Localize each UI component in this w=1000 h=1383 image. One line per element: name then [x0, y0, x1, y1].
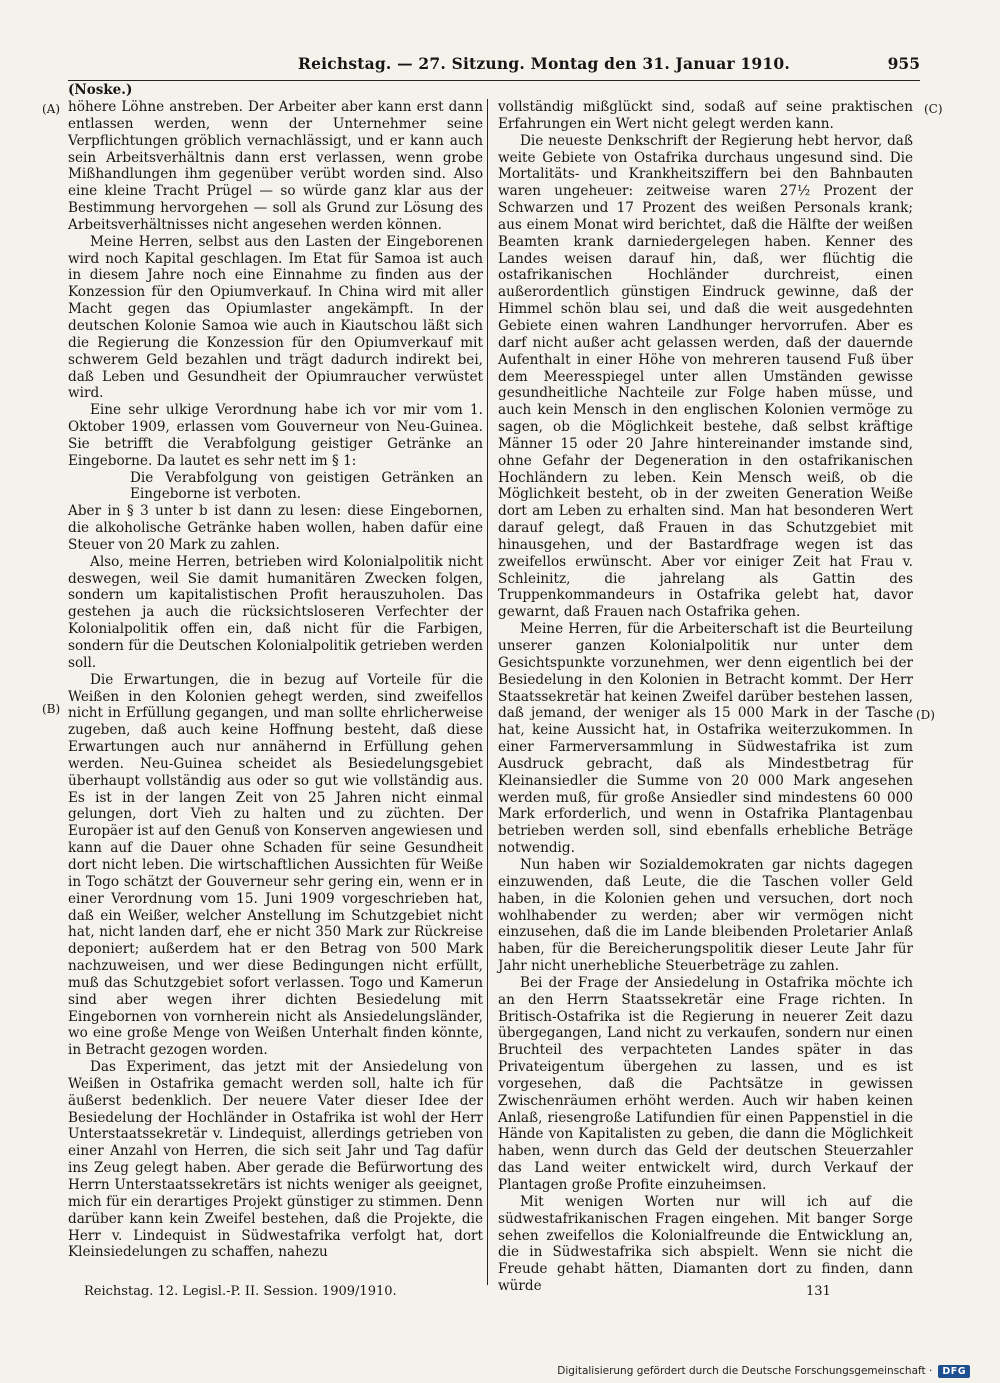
left-column [68, 99, 483, 1261]
paragraph: Eine sehr ulkige Verordnung habe ich vor mir vom 1. Oktober 1909, erlassen vom Gouverneur von Neu-Guinea. Sie betrifft die Verabfolgung geistiger Getränke an Eingeborne. Da lautet es sehr nett im § 1: [68, 402, 483, 469]
right-column [498, 99, 913, 1295]
credit-text: Digitalisierung gefördert durch die Deutsche Forschungsgemeinschaft · [557, 1365, 933, 1377]
paragraph: Nun haben wir Sozialdemokraten gar nichts dagegen einzuwenden, daß Leute, die die Taschen voller Geld haben, in die Kolonien gehen und versuchen, dort noch wohlhabender zu werden; aber wir vermögen nicht einzusehen, daß die im Lande bleibenden Proletarier Anlaß haben, für die Bereicherungspolitik dieser Leute Jahr für Jahr nicht unerhebliche Steuerbeträge zu zahlen. [498, 856, 913, 975]
paragraph: höhere Löhne anstreben. Der Arbeiter aber kann erst dann entlassen werden, wenn der Unternehmer seine Verpflichtungen gröblich vernachlässigt, und er kann auch sein Arbeitsverhältnis dann erst verlassen, wenn grobe Mißhandlungen ihm gegenüber verübt worden sind. Also eine kleine Tracht Prügel — so würde ganz klar aus der Bestimmung hervorgehen — soll als Grund zur Lösung des Arbeitsverhältnisses nicht angesehen werden können. [68, 99, 483, 233]
margin-marker-c: (C) [924, 102, 943, 116]
digitization-credit [557, 1363, 970, 1379]
header-title: Reichstag. — 27. Sitzung. Montag den 31. Januar 1910. [298, 54, 790, 73]
paragraph: Die neueste Denkschrift der Regierung hebt hervor, daß weite Gebiete von Ostafrika durchaus ungesund sind. Die Mortalitäts- und Krankheitsziffern bei den Bahnbauten waren ungeheuer: zeitweise waren 27½ Prozent der Schwarzen und 17 Prozent des weißen Personals krank; aus einem Monat wird berichtet, daß die Hälfte der weißen Beamten krank darniedergelegen haben. Kenner des Landes weisen darauf hin, daß, wer flüchtig die ostafrikanischen Hochländer durchreist, einen außerordentlich günstigen Eindruck gewinne, daß der Himmel schön blau sei, und daß die weit ausgedehnten Gebiete einen wahren Landhunger hervorrufen. Aber es darf nicht außer acht gelassen werden, daß der dauernde Aufenthalt in einer Höhe von mehreren tausend Fuß über dem Meeresspiegel unter allen Umständen gewisse gesundheitliche Nachteile zur Folge haben müsse, und auch kein Mensch in den englischen Kolonien vermöge zu sagen, ob die Möglichkeit bestehe, daß selbst kräftige Männer 15 oder 20 Jahre hintereinander imstande sind, ohne Gefahr der Degeneration in den ostafrikanischen Hochländern zu leben. Kein Mensch weiß, ob die Möglichkeit besteht, ob in der zweiten Generation Weiße dort am Leben zu erhalten sind. Man hat besonderen Wert darauf gelegt, daß Frauen in das Schutzgebiet mit hinausgehen, und der Bastardfrage wegen ist das zweifellos erwünscht. Aber vor einiger Zeit hat Frau v. Schleinitz, die jahrelang als Gattin des Truppenkommandeurs in Ostafrika gelebt hat, davor gewarnt, daß Frauen nach Ostafrika gehen. [498, 132, 913, 621]
paragraph: Also, meine Herren, betrieben wird Kolonialpolitik nicht deswegen, weil Sie damit humanitären Zwecken folgen, sondern um kapitalistischen Profit herauszuholen. Das gestehen ja auch die rücksichtsloseren Verfechter der Kolonialpolitik offen ein, daß nicht für die Farbigen, sondern für die Deutschen Kolonialpolitik getrieben werden soll. [68, 553, 483, 671]
page-number: 955 [887, 54, 920, 73]
column-divider [487, 99, 488, 1285]
paragraph: Meine Herren, für die Arbeiterschaft ist die Beurteilung unserer ganzen Kolonialpolitik nur unter dem Gesichtspunkte vorzunehmen, wer denn eigentlich bei der Besiedelung in den Kolonien in Betracht kommt. Der Herr Staatssekretär hat keinen Zweifel darüber bestehen lassen, daß jemand, der weniger als 15 000 Mark in der Tasche hat, keine Aussicht hat, in Ostafrika weiterzukommen. In einer Farmerversammlung in Südwestafrika ist zum Ausdruck gebracht, daß als Mindestbetrag für Kleinansiedler die Summe von 20 000 Mark angesehen werden muß, für große Ansiedler sind mindestens 60 000 Mark erforderlich, und wenn in Ostafrika Plantagenbau betrieben werden soll, sind ebenfalls erhebliche Beträge notwendig. [498, 621, 913, 857]
paragraph: Bei der Frage der Ansiedelung in Ostafrika möchte ich an den Herrn Staatssekretär eine Frage richten. In Britisch-Ostafrika ist die Regierung in neuerer Zeit dazu übergegangen, Land nicht zu verkaufen, sondern nur einen Bruchteil des verpachteten Landes später in das Privateigentum übergehen zu lassen, und es ist vorgesehen, daß die Pachtsätze in gewissen Zwischenräumen erhöht werden. Auch wir haben keinen Anlaß, riesengroße Latifundien für einen Pappenstiel in die Hände von Kapitalisten zu geben, die dann die Möglichkeit haben, wenn durch das Geld der deutschen Steuerzahler das Land weiter entwickelt wird, durch Verkauf der Plantagen große Profite einzuheimsen. [498, 974, 913, 1193]
dfg-logo: DFG [938, 1365, 970, 1378]
paragraph: vollständig mißglückt sind, sodaß auf seine praktischen Erfahrungen ein Wert nicht gelegt werden kann. [498, 99, 913, 132]
margin-marker-d: (D) [916, 708, 935, 722]
margin-marker-a: (A) [42, 102, 61, 116]
footer-signature-number: 131 [806, 1284, 831, 1299]
paragraph: Mit wenigen Worten nur will ich auf die südwestafrikanischen Fragen eingehen. Mit banger Sorge sehen zweifellos die Kolonialfreunde die Entwicklung an, die in Südwestafrika sich abspielt. Wenn sie nicht die Freude gehabt hätten, Diamanten dort zu finden, dann würde [498, 1193, 913, 1295]
margin-marker-b: (B) [42, 702, 61, 716]
paragraph: Meine Herren, selbst aus den Lasten der Eingeborenen wird noch Kapital geschlagen. Im Etat für Samoa ist auch in diesem Jahre noch eine Einnahme zu finden aus der Konzession für den Opiumverkauf. In China wird mit aller Macht gegen das Opiumlaster angekämpft. In der deutschen Kolonie Samoa wie auch in Kiautschou läßt sich die Regierung die Konzession für den Opiumverkauf mit schwerem Geld bezahlen und trägt dadurch indirekt bei, daß Leben und Gesundheit der Opiumraucher verwüstet wird. [68, 233, 483, 402]
footer-session-info: Reichstag. 12. Legisl.-P. II. Session. 1909/1910. [84, 1284, 397, 1299]
speaker-name: (Noske.) [68, 82, 133, 98]
paragraph: Das Experiment, das jetzt mit der Ansiedelung von Weißen in Ostafrika gemacht werden soll, halte ich für äußerst bedenklich. Der neuere Vater dieser Idee der Besiedelung der Hochländer in Ostafrika ist wohl der Herr Unterstaatssekretär v. Lindequist, allerdings getrieben von einer Anzahl von Herren, die sich seit Jahr und Tag dafür ins Zeug gelegt haben. Aber gerade die Befürwortung des Herrn Unterstaatssekretärs ist nichts weniger als geeignet, mich für ein derartiges Projekt günstiger zu stimmen. Denn darüber kann kein Zweifel bestehen, daß die Projekte, die Herr v. Lindequist in Südwestafrika verfolgt hat, dort Kleinsiedelungen zu schaffen, nahezu [68, 1059, 483, 1261]
paragraph: Die Erwartungen, die in bezug auf Vorteile für die Weißen in den Kolonien gehegt werden, sind zweifellos nicht in Erfüllung gegangen, und man sollte ehrlicherweise zugeben, daß auch keine Hoffnung besteht, daß diese Erwartungen auch nur annähernd in Erfüllung gehen werden. Neu-Guinea scheidet als Besiedelungsgebiet überhaupt vollständig aus oder so gut wie vollständig aus. Es ist in der langen Zeit von 25 Jahren nicht einmal gelungen, dort Vieh zu halten und zu züchten. Der Europäer ist auf den Genuß von Konserven angewiesen und kann auf die Dauer ohne Schaden für seine Gesundheit dort nicht leben. Die wirtschaftlichen Aussichten für Weiße in Togo schätzt der Gouverneur sehr gering ein, wenn er in einer Verordnung vom 15. Juni 1909 vorgeschrieben hat, daß ein Weißer, welcher Anstellung im Schutzgebiet nicht hat, nicht landen darf, ehe er nicht 350 Mark zur Rückreise deponiert; außerdem hat er den Betrag von 500 Mark nachzuweisen, und wer diese Bedingungen nicht erfüllt, muß das Schutzgebiet sofort verlassen. Togo und Kamerun sind aber wegen ihrer dichten Besiedelung mit Eingebornen von vornherein nicht als Ansiedelungsländer, wo eine große Menge von Weißen Unterhalt finden könnte, in Betracht gezogen worden. [68, 671, 483, 1059]
running-header [68, 54, 920, 81]
paragraph: Aber in § 3 unter b ist dann zu lesen: diese Eingebornen, die alkoholische Getränke haben wollen, haben dafür eine Steuer von 20 Mark zu zahlen. [68, 503, 483, 553]
quotation: Die Verabfolgung von geistigen Getränken an Eingeborne ist verboten. [130, 469, 483, 503]
